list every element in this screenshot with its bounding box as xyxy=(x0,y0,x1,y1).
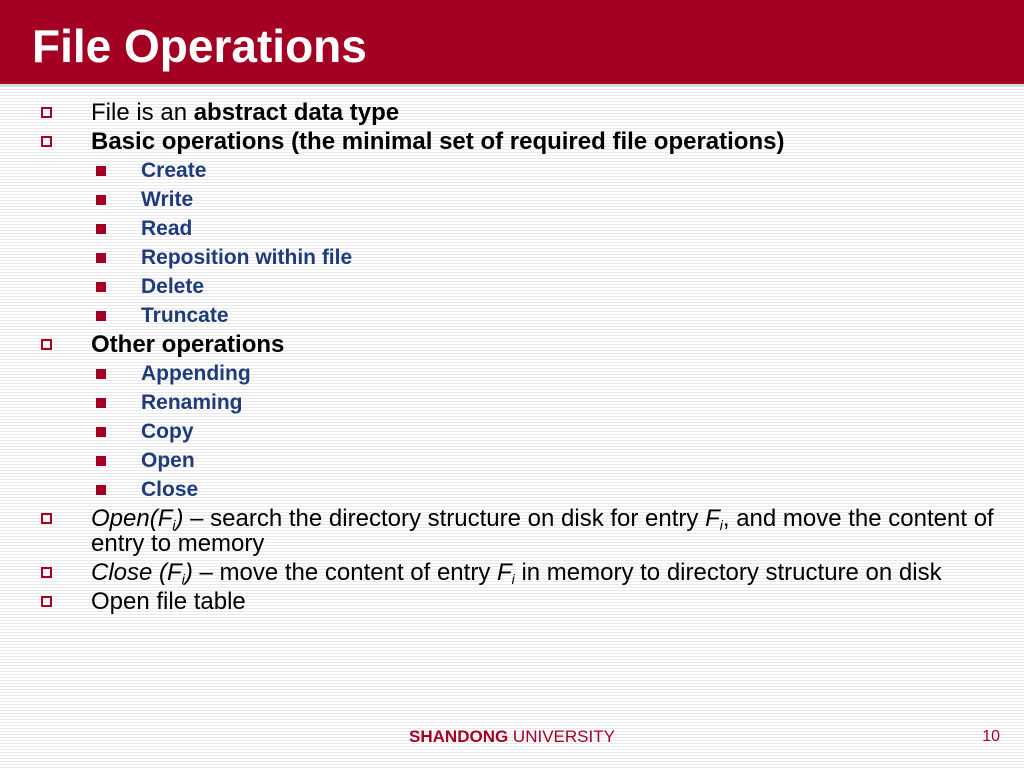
sub-bullet-text: Delete xyxy=(141,275,205,298)
subscript: i xyxy=(172,517,176,533)
bullet-basic-operations xyxy=(0,129,1024,154)
bullet-text-tail: in memory to directory structure on disk xyxy=(514,559,942,586)
filled-square-icon xyxy=(96,253,106,263)
sub-bullet-close xyxy=(0,477,1024,502)
filled-square-icon xyxy=(96,311,106,321)
sub-bullet-read xyxy=(0,216,1024,241)
title-bar xyxy=(0,0,1024,87)
slide-title: File Operations xyxy=(32,20,367,72)
sub-bullet-renaming xyxy=(0,390,1024,415)
university-name-bold: SHANDONG xyxy=(409,727,509,746)
sub-bullet-reposition xyxy=(0,245,1024,270)
bullet-text: Open file table xyxy=(91,588,246,615)
bullet-text: – search the directory structure on disk for entry xyxy=(183,505,706,532)
sub-bullet-write xyxy=(0,187,1024,212)
filled-square-icon xyxy=(96,166,106,176)
bullet-close-function xyxy=(0,560,1024,585)
subscript: i xyxy=(181,571,185,587)
subscript: i xyxy=(511,571,515,587)
subscript: i xyxy=(719,517,723,533)
page-number: 10 xyxy=(982,728,1000,745)
bullet-open-file-table xyxy=(0,589,1024,614)
filled-square-icon xyxy=(96,195,106,205)
sub-bullet-text: Create xyxy=(141,159,207,182)
filled-square-icon xyxy=(96,398,106,408)
variable-f: F xyxy=(496,559,512,586)
university-name-rest: UNIVERSITY xyxy=(508,727,615,746)
bullet-text: Basic operations (the minimal set of required file operations) xyxy=(91,128,785,155)
function-name: Close (F xyxy=(91,559,182,586)
hollow-square-icon xyxy=(41,136,52,147)
sub-bullet-text: Appending xyxy=(141,362,251,385)
filled-square-icon xyxy=(96,427,106,437)
sub-bullet-open xyxy=(0,448,1024,473)
sub-bullet-create xyxy=(0,158,1024,183)
filled-square-icon xyxy=(96,224,106,234)
bullet-text: Other operations xyxy=(91,331,285,358)
footer-university xyxy=(0,727,1024,747)
filled-square-icon xyxy=(96,456,106,466)
sub-bullet-copy xyxy=(0,419,1024,444)
filled-square-icon xyxy=(96,369,106,379)
function-name: Open(F xyxy=(91,505,173,532)
hollow-square-icon xyxy=(41,596,52,607)
sub-bullet-text: Open xyxy=(141,449,195,472)
hollow-square-icon xyxy=(41,339,52,350)
function-paren: ) xyxy=(184,559,193,586)
bullet-other-operations xyxy=(0,332,1024,357)
sub-bullet-text: Close xyxy=(141,478,199,501)
bullet-bold-text: abstract data type xyxy=(193,99,400,126)
sub-bullet-appending xyxy=(0,361,1024,386)
sub-bullet-text: Renaming xyxy=(141,391,243,414)
bullet-text-tail: , and move the content of entry to memory xyxy=(91,505,994,557)
bullet-list xyxy=(0,100,1024,618)
sub-bullet-text: Reposition within file xyxy=(141,246,353,269)
bullet-abstract-data-type xyxy=(0,100,1024,125)
hollow-square-icon xyxy=(41,567,52,578)
variable-f: F xyxy=(705,505,720,532)
filled-square-icon xyxy=(96,485,106,495)
bullet-text: – move the content of entry xyxy=(192,559,497,586)
sub-bullet-text: Copy xyxy=(141,420,194,443)
sub-bullet-text: Truncate xyxy=(141,304,229,327)
hollow-square-icon xyxy=(41,107,52,118)
sub-bullet-truncate xyxy=(0,303,1024,328)
bullet-text: File is an xyxy=(91,99,194,126)
function-paren: ) xyxy=(175,505,184,532)
sub-bullet-text: Write xyxy=(141,188,194,211)
sub-bullet-text: Read xyxy=(141,217,193,240)
hollow-square-icon xyxy=(41,513,52,524)
filled-square-icon xyxy=(96,282,106,292)
bullet-open-function xyxy=(0,506,1024,556)
sub-bullet-delete xyxy=(0,274,1024,299)
